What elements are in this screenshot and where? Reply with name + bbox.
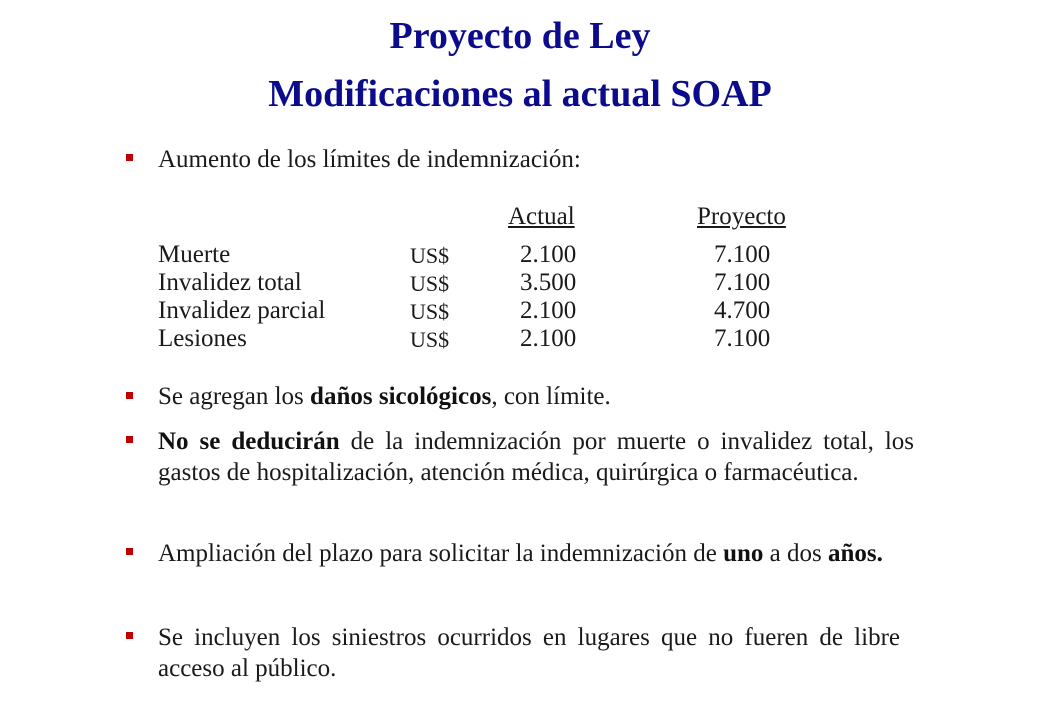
bullet-2-bold: daños sicológicos — [310, 383, 492, 410]
bullet-square-icon — [126, 436, 133, 443]
title-line-1: Proyecto de Ley — [389, 15, 651, 57]
bullet-1-text: Aumento de los límites de indemnización: — [158, 146, 581, 173]
row-actual: 3.500 — [520, 269, 577, 296]
bullet-2-pre: Se agregan los — [158, 383, 311, 410]
bullet-square-icon — [126, 548, 133, 555]
row-label: Lesiones — [158, 325, 247, 352]
row-proyecto: 7.100 — [714, 241, 771, 268]
bullet-4-bold-2: años. — [827, 540, 883, 567]
row-proyecto: 7.100 — [714, 325, 771, 352]
row-currency: US$ — [410, 299, 450, 324]
bullet-4-mid: a dos — [763, 540, 828, 567]
bullet-4-bold-1: uno — [723, 540, 764, 567]
bullet-square-icon — [126, 632, 133, 639]
bullet-3-post: de la indemnización por muerte o invalidez total, los gastos de hospitalización, atención médica, quirúrgica o farmacéutica. — [158, 428, 914, 486]
bullet-3-text — [158, 426, 914, 488]
bullet-4-pre: Ampliación del plazo para solicitar la indemnización de — [158, 540, 724, 567]
row-currency: US$ — [410, 243, 450, 268]
row-label: Muerte — [158, 241, 231, 268]
row-proyecto: 7.100 — [714, 269, 771, 296]
bullet-square-icon — [126, 392, 133, 399]
header-actual: Actual — [508, 203, 575, 230]
row-label: Invalidez total — [158, 269, 302, 296]
bullet-3-bold: No se deducirán — [158, 428, 340, 455]
row-actual: 2.100 — [520, 297, 577, 324]
header-proyecto: Proyecto — [697, 203, 786, 230]
row-actual: 2.100 — [520, 325, 577, 352]
bullet-4-text — [158, 538, 900, 569]
row-label: Invalidez parcial — [158, 297, 326, 324]
bullet-square-icon — [126, 154, 133, 161]
row-currency: US$ — [410, 271, 450, 296]
row-currency: US$ — [410, 327, 450, 352]
row-actual: 2.100 — [520, 241, 577, 268]
bullet-5-text: Se incluyen los siniestros ocurridos en lugares que no fueren de libre acceso al público. — [158, 624, 900, 682]
bullet-2-text — [158, 381, 918, 412]
title-line-2: Modificaciones al actual SOAP — [268, 73, 772, 115]
bullet-2-post: , con límite. — [491, 383, 611, 410]
row-proyecto: 4.700 — [714, 297, 771, 324]
